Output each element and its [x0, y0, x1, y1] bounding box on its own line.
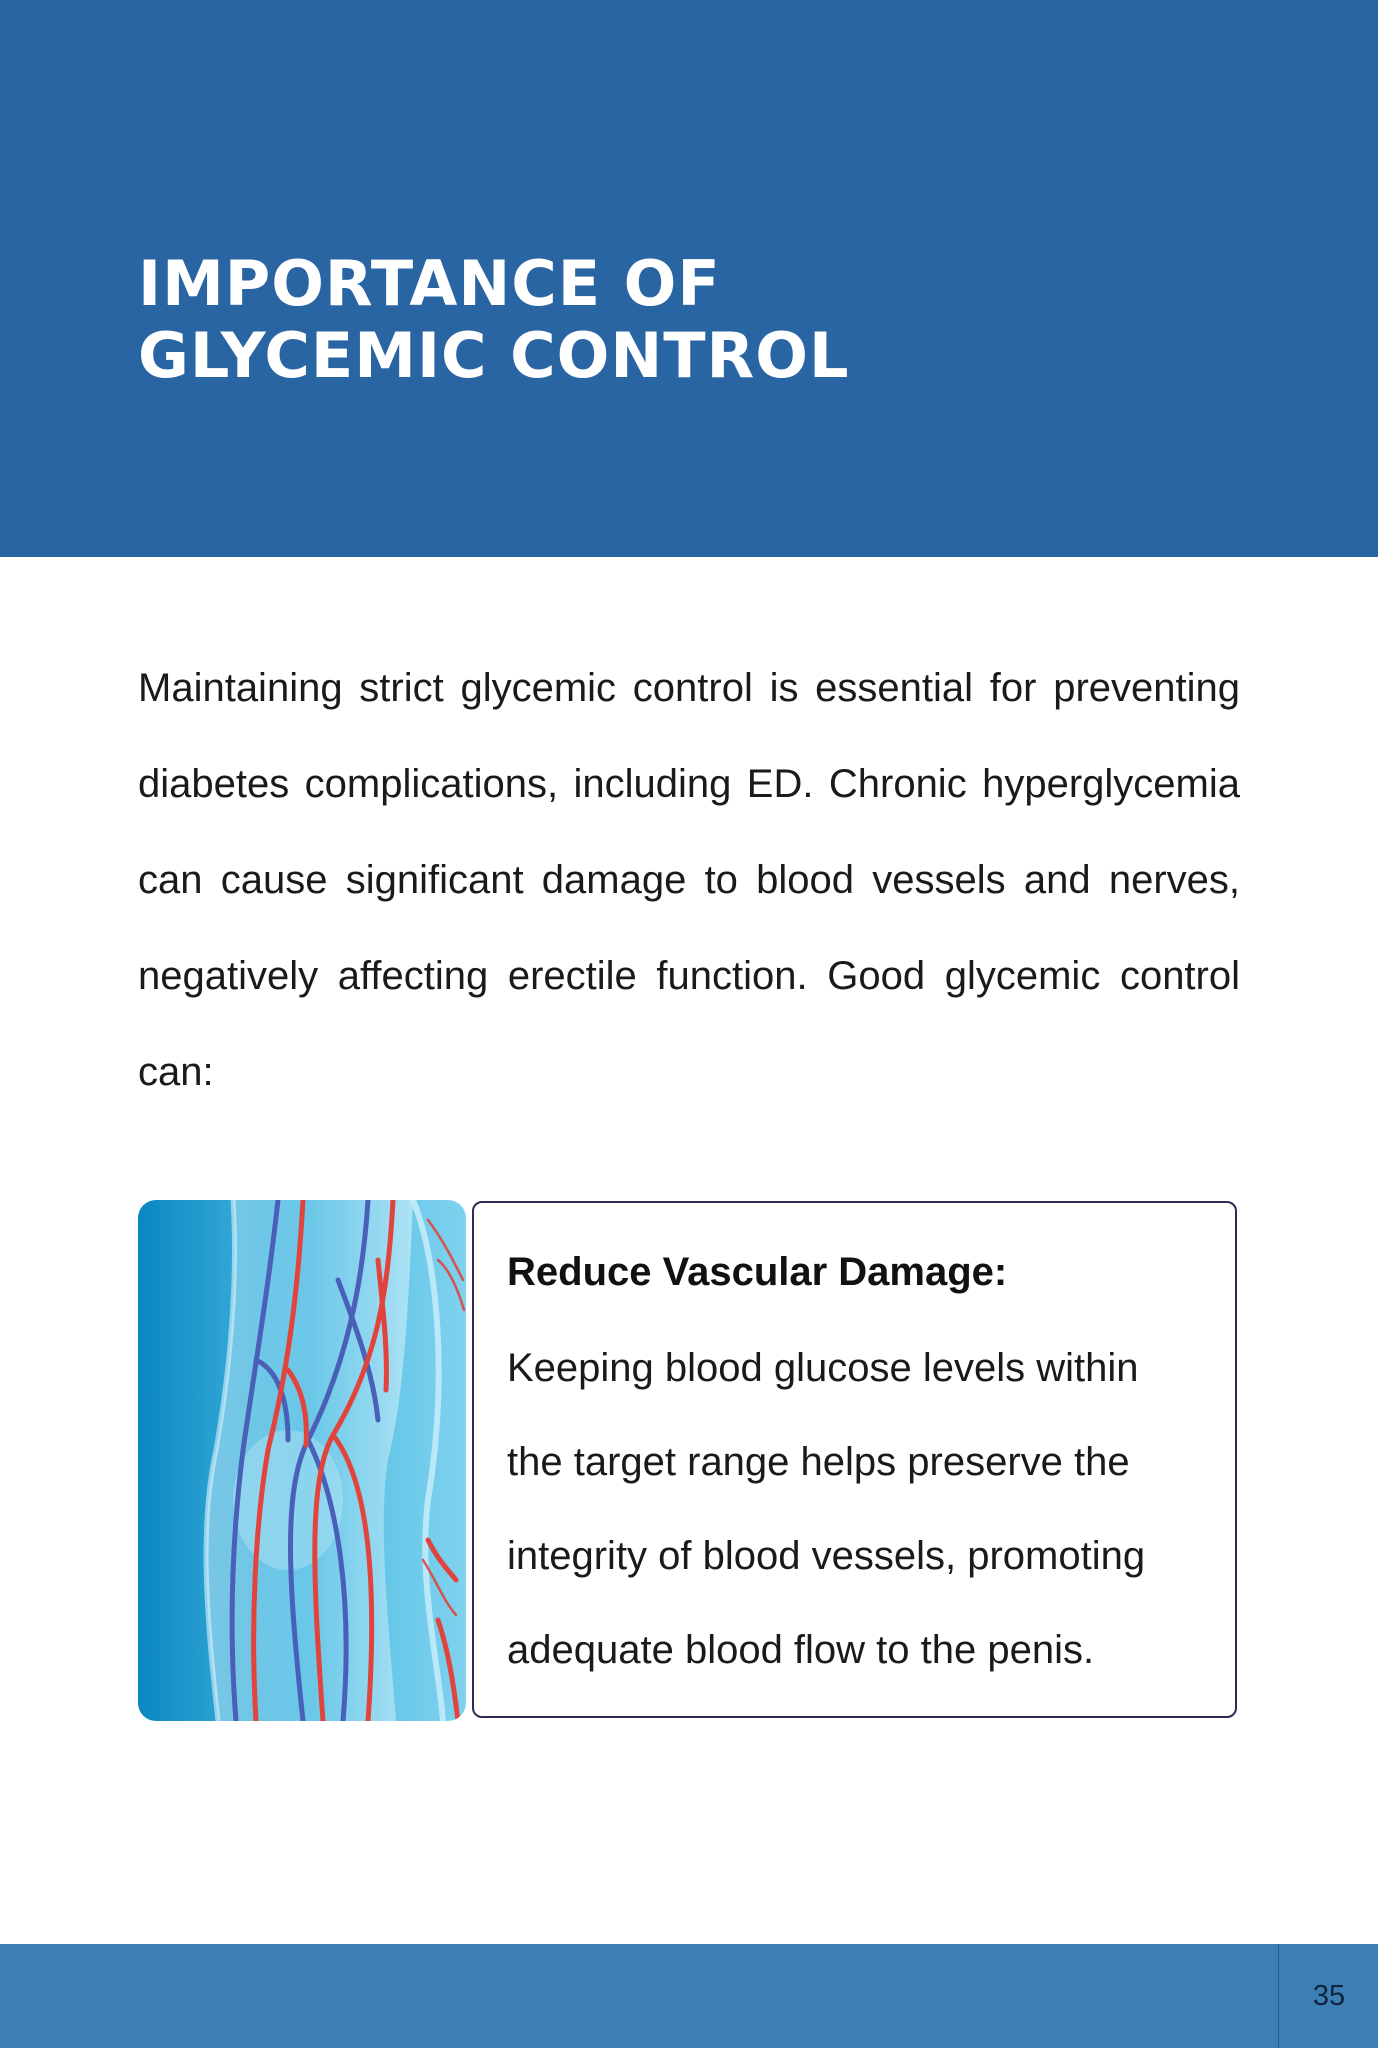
vascular-leg-illustration-icon	[138, 1200, 466, 1721]
page-number: 35	[1312, 1980, 1346, 2012]
benefit-card-line-1: Keeping blood glucose levels within	[507, 1346, 1139, 1390]
page-title-line-2: GLYCEMIC CONTROL	[138, 319, 850, 392]
intro-paragraph: Maintaining strict glycemic control is essential for preventing diabetes complications, including ED. Chronic hyperglycemia can cause significant damage to blood vessels and nerves, negatively affecting erectile function. Good glycemic control can:	[138, 666, 1240, 1094]
benefit-card-title: Reduce Vascular Damage:	[507, 1250, 1008, 1294]
benefit-card-text	[507, 1321, 1227, 1697]
page-number-box	[1278, 1944, 1378, 2048]
page-title	[138, 248, 849, 392]
header-band	[0, 0, 1378, 557]
benefit-card-line-2: the target range helps preserve the	[507, 1440, 1130, 1484]
page-title-line-1: IMPORTANCE OF	[138, 247, 721, 320]
benefit-card-line-3: integrity of blood vessels, promoting	[507, 1534, 1146, 1578]
footer-band	[0, 1944, 1378, 2048]
benefit-card-line-4: adequate blood flow to the penis.	[507, 1628, 1095, 1672]
benefit-card	[472, 1201, 1237, 1718]
